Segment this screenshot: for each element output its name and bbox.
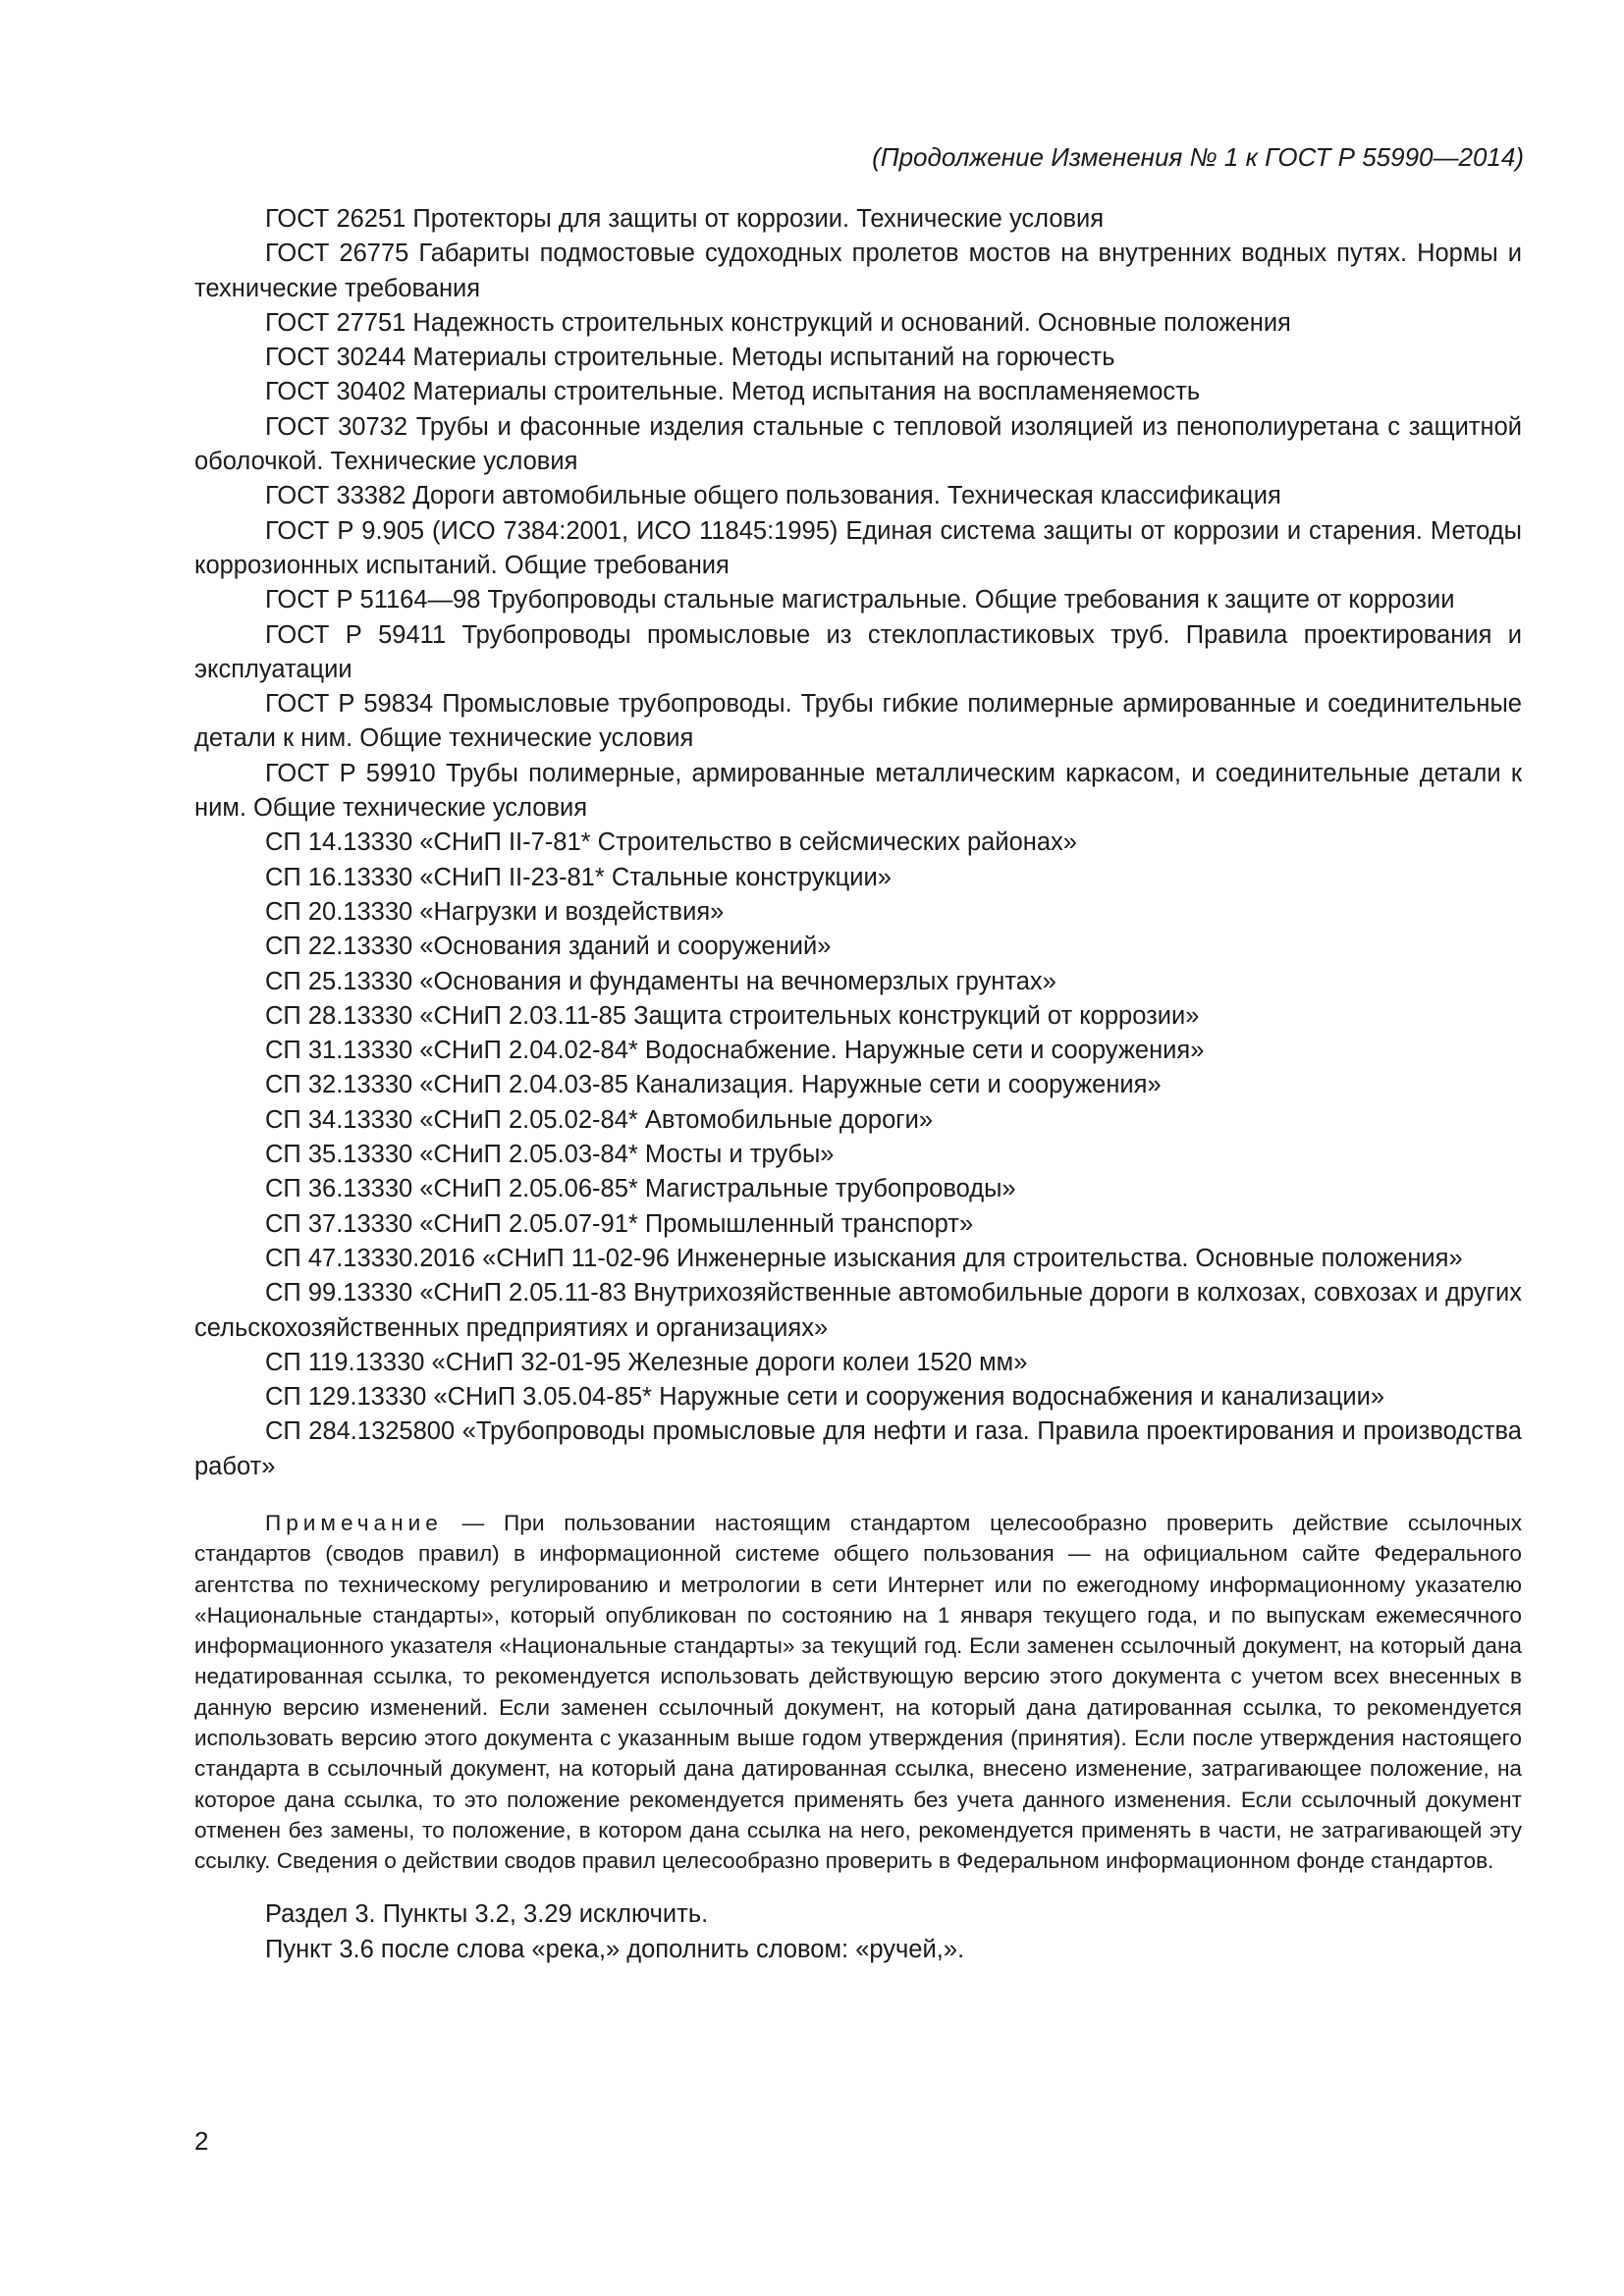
reference-item: СП 284.1325800 «Трубопроводы промысловые для нефти и газа. Правила проектирования и производства работ» [194, 1417, 1522, 1480]
amendment-item: Раздел 3. Пункты 3.2, 3.29 исключить. [265, 1899, 709, 1928]
reference-item: СП 28.13330 «СНиП 2.03.11-85 Защита строительных конструкций от коррозии» [265, 1001, 1200, 1030]
reference-item: ГОСТ 33382 Дороги автомобильные общего пользования. Техническая классификация [265, 482, 1281, 510]
reference-item: СП 20.13330 «Нагрузки и воздействия» [265, 897, 725, 926]
reference-item: СП 36.13330 «СНиП 2.05.06-85* Магистральные трубопроводы» [265, 1175, 1016, 1203]
reference-item: ГОСТ Р 9.905 (ИСО 7384:2001, ИСО 11845:1995) Единая система защиты от коррозии и старения. Методы коррозионных испытаний. Общие требования [194, 516, 1522, 579]
running-header: (Продолжение Изменения № 1 к ГОСТ Р 55990—2014) [872, 142, 1524, 172]
reference-item: СП 35.13330 «СНиП 2.05.03-84* Мосты и трубы» [265, 1141, 835, 1169]
note-paragraph [194, 1508, 1522, 1877]
note-label: Примечание [265, 1510, 443, 1535]
reference-item: СП 119.13330 «СНиП 32-01-95 Железные дороги колеи 1520 мм» [265, 1348, 1028, 1376]
reference-item: ГОСТ 26251 Протекторы для защиты от коррозии. Технические условия [265, 205, 1105, 233]
reference-item: СП 25.13330 «Основания и фундаменты на вечномерзлых грунтах» [265, 967, 1056, 995]
reference-item: ГОСТ 30244 Материалы строительные. Методы испытаний на горючесть [265, 344, 1115, 372]
reference-item: СП 129.13330 «СНиП 3.05.04-85* Наружные сети и сооружения водоснабжения и канализации» [265, 1383, 1385, 1412]
reference-item: ГОСТ Р 59910 Трубы полимерные, армированные металлическим каркасом, и соединительные детали к ним. Общие технические условия [194, 759, 1522, 823]
reference-item: ГОСТ 30402 Материалы строительные. Метод испытания на воспламеняемость [265, 378, 1201, 406]
note-text: При пользовании настоящим стандартом целесообразно проверить действие ссылочных стандартов (сводов правил) в информационной системе общего пользования — на официальном сайте Федерального агентства по техническому регулированию и метрологии в сети Интернет или по ежегодному информационному указателю «Национальные стандарты», который опубликован по состоянию на 1 января текущего года, и по выпускам ежемесячного информационного указателя «Национальные стандарты» за текущий год. Если заменен ссылочный документ, на который дана недатированная ссылка, то рекомендуется использовать действующую версию этого документа с учетом всех внесенных в данную версию изменений. Если заменен ссылочный документ, на который дана датированная ссылка, то рекомендуется использовать версию этого документа с указанным выше годом утверждения (принятия). Если после утверждения настоящего стандарта в ссылочный документ, на который дана датированная ссылка, внесено изменение, затрагивающее положение, на которое дана ссылка, то это положение рекомендуется применять без учета данного изменения. Если ссылочный документ отменен без замены, то положение, в котором дана ссылка на него, рекомендуется применять в части, не затрагивающей эту ссылку. Сведения о действии сводов правил целесообразно проверить в Федеральном информационном фонде стандартов. [194, 1510, 1523, 1874]
reference-item: ГОСТ 27751 Надежность строительных конструкций и оснований. Основные положения [265, 308, 1291, 337]
reference-item: СП 47.13330.2016 «СНиП 11-02-96 Инженерные изыскания для строительства. Основные положения» [265, 1244, 1463, 1272]
reference-item: СП 22.13330 «Основания зданий и сооружений» [265, 933, 832, 961]
reference-item: СП 99.13330 «СНиП 2.05.11-83 Внутрихозяйственные автомобильные дороги в колхозах, совхозах и других сельскохозяйственных предприятиях и организациях» [194, 1279, 1522, 1342]
reference-item: ГОСТ Р 59834 Промысловые трубопроводы. Трубы гибкие полимерные армированные и соединительные детали к ним. Общие технические условия [194, 690, 1522, 753]
reference-item: ГОСТ Р 51164—98 Трубопроводы стальные магистральные. Общие требования к защите от коррозии [265, 586, 1455, 614]
document-page [194, 137, 1522, 1967]
reference-item: СП 37.13330 «СНиП 2.05.07-91* Промышленный транспорт» [265, 1209, 974, 1238]
reference-item: СП 16.13330 «СНиП II-23-81* Стальные конструкции» [265, 863, 892, 891]
amendment-item: Пункт 3.6 после слова «река,» дополнить словом: «ручей,». [265, 1935, 965, 1963]
reference-item: СП 14.13330 «СНиП II-7-81* Строительство в сейсмических районах» [265, 828, 1077, 857]
reference-item: СП 34.13330 «СНиП 2.05.02-84* Автомобильные дороги» [265, 1105, 934, 1134]
amendments-block [194, 1896, 1522, 1967]
note-dash: — [442, 1510, 505, 1535]
reference-item: ГОСТ 30732 Трубы и фасонные изделия стальные с тепловой изоляцией из пенополиуретана с защитной оболочкой. Технические условия [194, 412, 1522, 476]
reference-item: ГОСТ 26775 Габариты подмостовые судоходных пролетов мостов на внутренних водных путях. Нормы и технические требования [194, 240, 1522, 302]
normative-references-list [194, 202, 1522, 1484]
reference-item: ГОСТ Р 59411 Трубопроводы промысловые из стеклопластиковых труб. Правила проектирования и эксплуатации [194, 620, 1522, 683]
reference-item: СП 31.13330 «СНиП 2.04.02-84* Водоснабжение. Наружные сети и сооружения» [265, 1037, 1205, 1065]
page-number: 2 [194, 2126, 209, 2156]
reference-item: СП 32.13330 «СНиП 2.04.03-85 Канализация. Наружные сети и сооружения» [265, 1071, 1162, 1099]
